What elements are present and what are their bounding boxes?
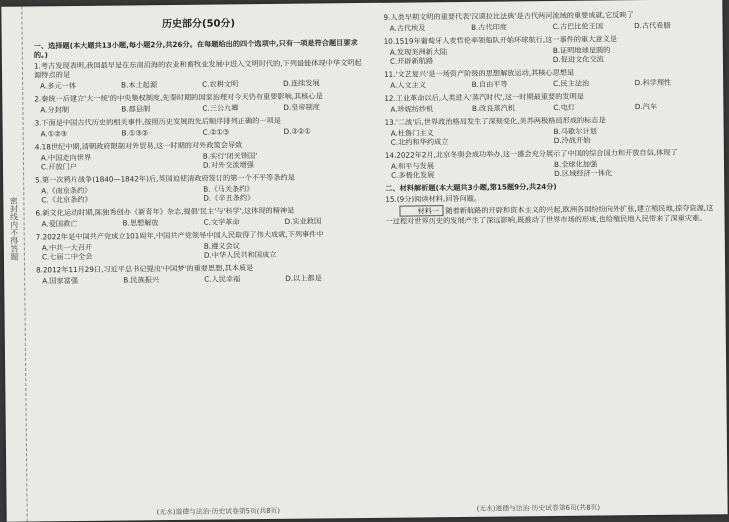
option[interactable]: B.马歇尔计划 (553, 126, 597, 137)
option[interactable]: C.开放门户 (40, 161, 78, 171)
option[interactable]: B.改良蒸汽机 (471, 103, 516, 113)
section-heading-choice: 一、选择题(本大题共13小题,每小题2分,共26分。在每题给出的四个选项中,只有一项是符合题目要求的。) (33, 37, 358, 59)
option[interactable]: C.民主法治 (553, 78, 590, 89)
option[interactable]: A.爱国救亡 (41, 218, 78, 228)
options-row (40, 101, 364, 113)
question-block (35, 204, 365, 227)
question-stem: 12.工业革命以后,人类进入'蒸汽时代',这一时期最重要的发明是 (384, 91, 584, 103)
option[interactable]: A.①②③ (40, 128, 68, 138)
option[interactable]: C.文学革命 (203, 216, 240, 227)
options-row (40, 77, 364, 89)
option[interactable]: A.古代埃及 (389, 23, 426, 33)
question-stem: 4.18世纪中期,清朝政府限制对外贸易,这一时期的对外政策会导致 (34, 139, 243, 151)
options-row (390, 20, 716, 32)
options-row (42, 239, 366, 260)
exam-paper (1, 0, 727, 522)
question-block (35, 138, 365, 170)
left-column (33, 13, 368, 511)
option[interactable]: C.人民幸福 (204, 273, 241, 284)
option[interactable]: A.和平与发展 (390, 161, 435, 171)
option[interactable]: D.皇帝制度 (283, 101, 321, 112)
option[interactable]: C.②①③ (202, 126, 230, 137)
option[interactable]: D.以上都是 (285, 272, 322, 283)
question-stem: 15.(9分)阅读材料,回答问题。 (385, 193, 482, 204)
options-row (41, 182, 365, 203)
options-row (42, 272, 366, 284)
seal-line-strip (1, 7, 27, 522)
option[interactable]: B.《马关条约》 (203, 183, 254, 194)
material-text: 随着新航路的开辟和资本主义的兴起,欧洲各国纷纷向外扩张,建立殖民地,掠夺资源,这一过程对世界历史的发展产生了深远影响,既推动了世界市场的形成,也给殖民地人民带来了深重灾难。 (385, 203, 714, 226)
options-row (391, 158, 717, 179)
option[interactable]: B.郡县制 (121, 103, 151, 114)
question-block (384, 66, 716, 89)
question-stem: 3.下面是中国古代历史的相关事件,按照历史发展的先后顺序排列正确的一项是 (34, 115, 281, 127)
options-row (42, 215, 366, 227)
option[interactable]: B.古代印度 (471, 22, 508, 32)
option[interactable]: D.对外交流增强 (202, 159, 254, 170)
option[interactable]: B.思想解放 (122, 217, 159, 228)
page-title: 历史部分(50分) (161, 18, 236, 31)
option[interactable]: B.①③② (121, 127, 149, 138)
option[interactable]: A.发现美洲新大陆 (389, 47, 448, 57)
option[interactable]: A.多元一体 (40, 80, 77, 90)
option[interactable]: C.开辟新航路 (389, 56, 434, 66)
option[interactable]: C.北约和华约成立 (390, 137, 449, 147)
options-row (390, 77, 716, 89)
option[interactable]: D.连续发展 (283, 77, 320, 88)
options-row (390, 44, 716, 65)
option[interactable]: D.汽车 (634, 101, 658, 112)
option[interactable]: B.遵义会议 (203, 240, 240, 251)
option[interactable]: C.电灯 (553, 102, 576, 113)
page-footer-right: (无水)道德与法治·历史试卷第6页(共8页) (476, 503, 601, 513)
option[interactable]: C.七届二中全会 (41, 251, 93, 261)
option[interactable]: D.冷战开始 (553, 135, 591, 146)
options-row (41, 149, 365, 170)
question-stem: 8.2012年11月29日,习近平总书记提出'中国梦'的重要思想,其本质是 (36, 262, 254, 274)
options-row (391, 125, 717, 146)
option[interactable]: D.实业救国 (284, 215, 322, 226)
option[interactable]: B.民族振兴 (123, 274, 160, 285)
question-block (36, 261, 366, 284)
option[interactable]: D.科学理性 (634, 77, 672, 88)
question-stem: 6.新文化运动时期,陈独秀创办《新青年》杂志,提倡'民主'与'科学',这体现的精神是 (35, 205, 295, 217)
question-block (36, 228, 366, 260)
question-block (35, 171, 365, 203)
right-column (383, 9, 720, 507)
option[interactable]: D.古代希腊 (634, 20, 671, 31)
option[interactable]: C.三公九卿 (202, 102, 239, 113)
question-block (34, 57, 364, 89)
option[interactable]: A.人文主义 (390, 80, 427, 90)
page-footer-left: (无水)道德与法治·历史试卷第5页(共8页) (156, 506, 281, 516)
question-block (384, 33, 716, 65)
question-stem: 1.考古发现表明,我国最早是在东南沿海的农业和畜牧业发展中进入文明时代的,下列最能体现中华文明起源特点的是 (33, 57, 362, 79)
question-block (34, 90, 364, 113)
option[interactable]: A.中国走向世界 (40, 152, 92, 162)
material-label: 材料一 (399, 205, 443, 216)
option[interactable]: A.中共一大召开 (41, 242, 93, 252)
question-stem: 9.人类早期文明的重要代表'汉谟拉比法典'是古代两河流域的重要成就,它反映了 (383, 10, 634, 22)
question-stem: 14.2022年2月,北京冬奥会成功举办,这一盛会充分展示了中国的综合国力和开放自信,体现了 (384, 147, 678, 160)
option[interactable]: A.杜鲁门主义 (390, 128, 434, 138)
options-row (41, 125, 365, 137)
option[interactable]: C.多极化发展 (391, 170, 435, 180)
option[interactable]: A.珍妮纺纱机 (390, 104, 434, 114)
question-stem: 5.第一次鸦片战争(1840—1842年)后,英国迫使清政府签订的第一个不平等条约是 (35, 172, 295, 184)
option[interactable]: B.本土起源 (121, 79, 158, 90)
option[interactable]: B.证明地球是圆的 (552, 45, 611, 56)
option[interactable]: C.《北京条约》 (41, 194, 92, 204)
question-block (383, 9, 715, 32)
question-stem: 2.秦统一后建立'大一统'的中央集权制度,先秦时期的国家治理对今天仍有重要影响,其核心是 (34, 90, 323, 103)
option[interactable]: D.促进文化交流 (552, 54, 604, 65)
option[interactable]: D.③②① (283, 126, 311, 136)
option[interactable]: B.自由平等 (471, 79, 508, 89)
option[interactable]: D.区域经济一体化 (554, 168, 613, 179)
question-block (385, 114, 717, 146)
option[interactable]: A.《南京条约》 (41, 185, 92, 195)
option[interactable]: A.分封制 (40, 104, 70, 114)
question-stem: 13.'二战'后,世界政治格局发生了深刻变化,美苏两极格局形成的标志是 (384, 115, 606, 127)
option[interactable]: C.古巴比伦王国 (552, 21, 604, 32)
question-block (34, 114, 364, 137)
seal-line-label: 密封线内不得答题 (9, 196, 19, 261)
question-stem: 7.2022年是中国共产党成立101周年,中国共产党领导中国人民取得了伟大成就,下列事件中 (35, 228, 324, 241)
option[interactable]: C.农耕文明 (202, 78, 239, 89)
question-stem: 11.'文艺复兴'是一场资产阶级的思想解放运动,其核心思想是 (384, 67, 575, 79)
option[interactable]: A.国家富强 (42, 275, 79, 285)
options-row (390, 101, 716, 113)
option[interactable]: D.中华人民共和国成立 (203, 249, 277, 260)
question-stem: 10.1519年葡萄牙人麦哲伦率领船队开始环球航行,这一事件的重大意义是 (383, 34, 618, 46)
question-block (384, 90, 716, 113)
material-paragraph (385, 202, 717, 225)
option[interactable]: B.全球化加强 (553, 159, 598, 170)
section-heading-material: 二、材料解析题(本大题共3小题,第15题9分,共24分) (385, 181, 557, 193)
option[interactable]: B.实行'闭关锁国' (202, 150, 258, 161)
option[interactable]: D.《辛丑条约》 (203, 192, 255, 203)
question-block (385, 147, 717, 179)
